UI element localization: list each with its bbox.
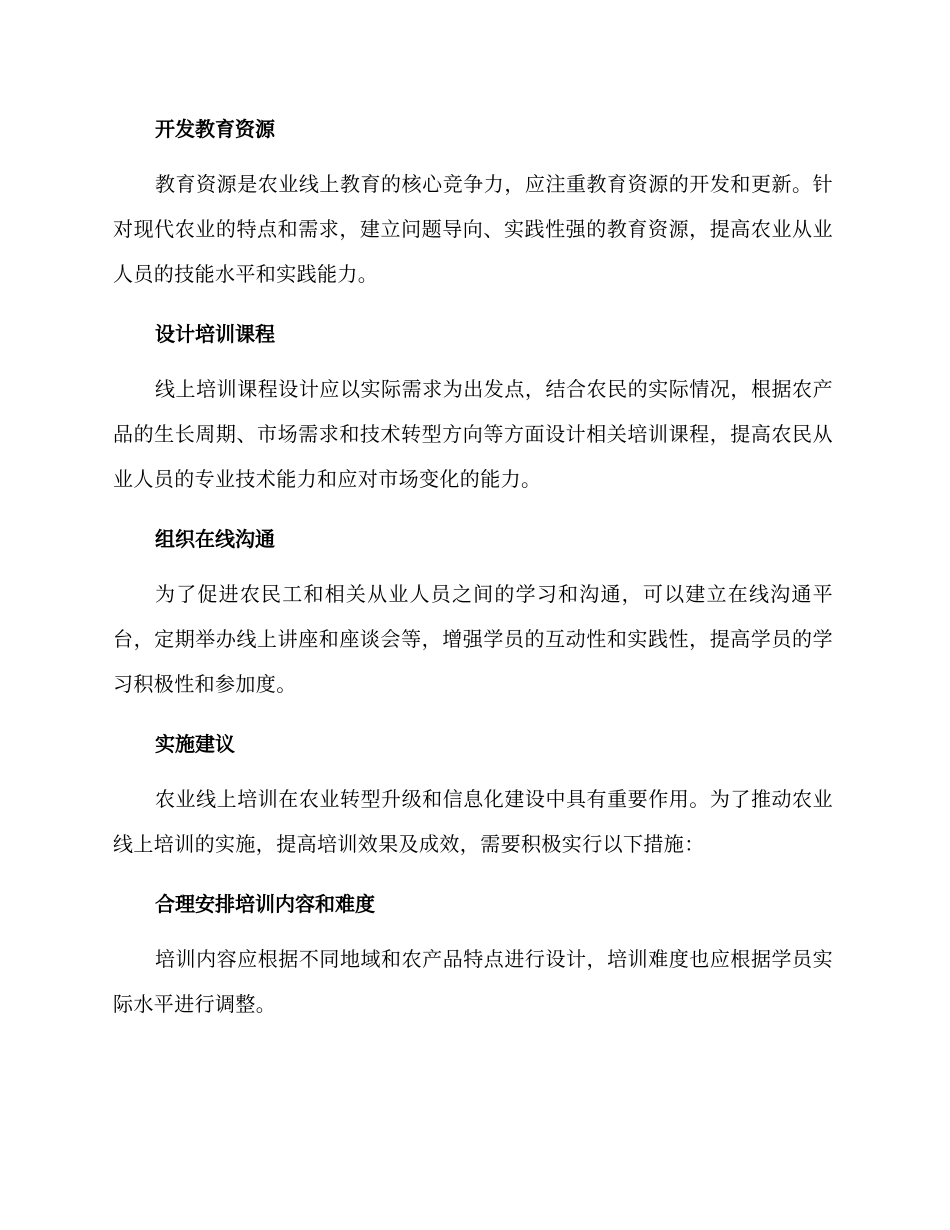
document-content [113,112,833,1047]
section-heading: 组织在线沟通 [155,527,275,551]
section-paragraph: 线上培训课程设计应以实际需求为出发点，结合农民的实际情况，根据农产品的生长周期、市场需求和技术转型方向等方面设计相关培训课程，提高农民从业人员的专业技术能力和应对市场变化的能力。 [113,377,833,491]
section-online-communication [113,522,833,707]
section-develop-resources [113,112,833,297]
section-content-difficulty [113,887,833,1027]
section-paragraph: 培训内容应根据不同地域和农产品特点进行设计，培训难度也应根据学员实际水平进行调整。 [113,947,833,1016]
section-implementation-advice [113,727,833,867]
section-paragraph: 教育资源是农业线上教育的核心竞争力，应注重教育资源的开发和更新。针对现代农业的特点和需求，建立问题导向、实践性强的教育资源，提高农业从业人员的技能水平和实践能力。 [113,172,833,286]
section-design-courses [113,317,833,502]
section-paragraph: 农业线上培训在农业转型升级和信息化建设中具有重要作用。为了推动农业线上培训的实施，提高培训效果及成效，需要积极实行以下措施： [113,787,833,856]
section-heading: 设计培训课程 [155,322,275,346]
section-heading: 实施建议 [155,732,235,756]
section-paragraph: 为了促进农民工和相关从业人员之间的学习和沟通，可以建立在线沟通平台，定期举办线上讲座和座谈会等，增强学员的互动性和实践性，提高学员的学习积极性和参加度。 [113,582,833,696]
section-heading: 开发教育资源 [155,117,275,141]
section-heading: 合理安排培训内容和难度 [155,892,375,916]
